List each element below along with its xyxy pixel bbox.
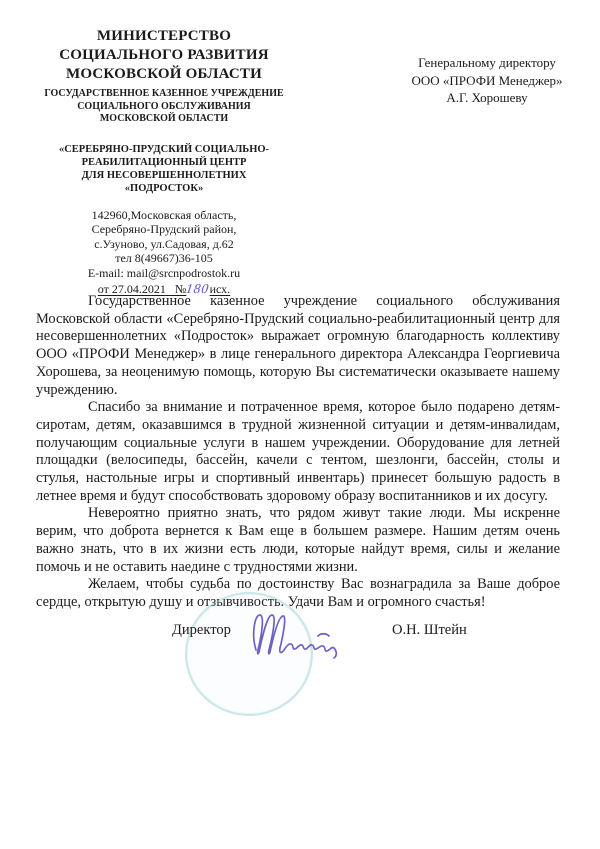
address-line: 142960,Московская область, xyxy=(91,207,237,222)
center-name-line: РЕАБИЛИТАЦИОННЫЙ ЦЕНТР xyxy=(81,156,247,168)
ministry-line: СОЦИАЛЬНОГО РАЗВИТИЯ xyxy=(59,47,269,63)
address-line: Серебряно-Прудский район, xyxy=(91,222,237,237)
recipient-line: А.Г. Хорошеву xyxy=(446,90,528,105)
letterhead-org-block xyxy=(28,27,300,297)
ministry-line: МИНИСТЕРСТВО xyxy=(96,28,232,44)
center-name-line: «ПОДРОСТОК» xyxy=(124,182,204,194)
institution-line: СОЦИАЛЬНОГО ОБСЛУЖИВАНИЯ xyxy=(77,100,251,112)
center-name xyxy=(28,143,300,195)
address-line: E-mail: mail@srcnpodrostok.ru xyxy=(87,265,241,280)
institution-line: МОСКОВСКОЙ ОБЛАСТИ xyxy=(99,113,229,124)
signature-name: О.Н. Штейн xyxy=(392,622,467,638)
body-paragraph: Желаем, чтобы судьба по достоинству Вас вознаградила за Ваше доброе сердце, открытую душу и отзывчивость. Удачи Вам и огромного счастья! xyxy=(36,576,560,610)
institution-line: ГОСУДАРСТВЕННОЕ КАЗЕННОЕ УЧРЕЖДЕНИЕ xyxy=(44,88,284,99)
address-line: с.Узуново, ул.Садовая, д.62 xyxy=(94,236,234,251)
body-paragraph: Невероятно приятно знать, что рядом живут такие люди. Мы искренне верим, что доброта вернется к Вам еще в большем размере. Нашим детям очень важно знать, что в их жизни есть люди, которые найдут время, силы и желание помочь и не оставить наедине с трудностями жизни. xyxy=(36,505,560,575)
recipient-line: ООО «ПРОФИ Менеджер» xyxy=(411,72,563,88)
ref-suffix: исх. xyxy=(209,282,231,297)
ministry-line: МОСКОВСКОЙ ОБЛАСТИ xyxy=(65,66,262,82)
recipient-block xyxy=(388,54,586,107)
handwritten-signature xyxy=(246,608,356,662)
address-block xyxy=(28,208,300,281)
recipient-line: Генеральному директору xyxy=(418,55,556,70)
center-name-line: «СЕРЕБРЯНО-ПРУДСКИЙ СОЦИАЛЬНО- xyxy=(58,143,270,155)
ref-date: от 27.04.2021 xyxy=(97,282,166,297)
letter-body xyxy=(36,293,560,612)
handwritten-outgoing-number: 180 xyxy=(185,281,211,297)
signature-title: Директор xyxy=(172,622,231,638)
address-line: тел 8(49667)36-105 xyxy=(115,251,213,266)
ministry-title xyxy=(28,27,300,84)
center-name-line: ДЛЯ НЕСОВЕРШЕННОЛЕТНИХ xyxy=(81,169,247,181)
ref-number-sign: № xyxy=(174,282,187,297)
body-paragraph: Спасибо за внимание и потраченное время, которое было подарено детям-сиротам, детям, оказавшимся в трудной жизненной ситуации и детям-инвалидам, получающим социальные услуги в нашем учреждении. Оборудование для летней площадки (велосипеды, бассейн, качели с тентом, шезлонги, бассейн, столы и стулья, настольные игры и спортивный инвентарь) принесет большую радость в летнее время и будут способствовать здоровому образу воспитанников и их досугу. xyxy=(36,399,560,504)
institution-title xyxy=(28,88,300,126)
body-paragraph: Государственное казенное учреждение социального обслуживания Московской области «Серебряно-Прудский социально-реабилитационный центр для несовершеннолетних «Подросток» выражает огромную благодарность коллективу ООО «ПРОФИ Менеджер» в лице генерального директора Александра Георгиевича Хорошева, за неоценимую помощь, которую Вы систематически оказываете нашему учреждению. xyxy=(36,293,560,398)
